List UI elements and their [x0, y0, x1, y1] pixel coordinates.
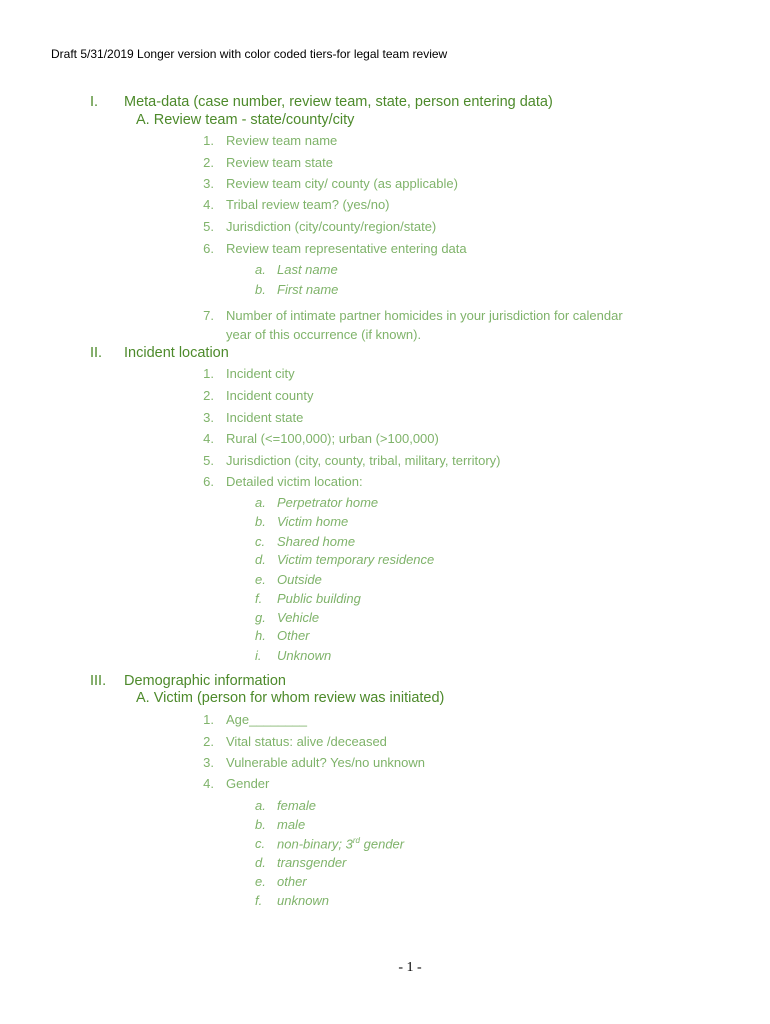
list-item: Review team representative entering data — [226, 241, 467, 256]
option-letter: f. — [255, 591, 263, 606]
ordinal-suffix: rd — [352, 836, 361, 845]
item-number: 6. — [203, 474, 214, 489]
list-item-continuation: year of this occurrence (if known). — [226, 327, 422, 342]
item-number: 3. — [203, 755, 214, 770]
option-item: Perpetrator home — [277, 495, 379, 510]
option-letter: h. — [255, 628, 266, 643]
section-numeral: III. — [90, 673, 107, 689]
section-title: Incident location — [124, 345, 229, 361]
option-text: non-binary; 3 — [277, 836, 353, 852]
option-letter: a. — [255, 495, 266, 510]
list-item: Jurisdiction (city/county/region/state) — [226, 219, 437, 234]
item-number: 5. — [203, 453, 214, 468]
item-number: 5. — [203, 219, 214, 234]
list-item: Detailed victim location: — [226, 474, 363, 489]
subsection-heading: A. Victim (person for whom review was initiated) — [136, 690, 445, 706]
section-title: Meta-data (case number, review team, state, person entering data) — [124, 94, 553, 110]
option-item: Victim home — [277, 514, 349, 529]
option-item: unknown — [277, 893, 330, 908]
option-letter: i. — [255, 648, 262, 663]
section-numeral: II. — [90, 345, 103, 361]
list-item: Review team city/ county (as applicable) — [226, 176, 458, 191]
section-title: Demographic information — [124, 673, 286, 689]
subsection-heading: A. Review team - state/county/city — [136, 112, 355, 128]
option-letter: b. — [255, 282, 266, 297]
option-item: transgender — [277, 855, 347, 870]
item-number: 7. — [203, 308, 214, 323]
item-number: 3. — [203, 176, 214, 191]
list-item: Vulnerable adult? Yes/no unknown — [226, 755, 426, 770]
section-numeral: I. — [90, 94, 99, 110]
item-number: 1. — [203, 366, 214, 381]
item-number: 2. — [203, 734, 214, 749]
option-letter: c. — [255, 534, 266, 549]
option-letter: f. — [255, 893, 263, 908]
option-text-tail: gender — [360, 836, 405, 852]
option-item: female — [277, 798, 317, 813]
list-item: Vital status: alive /deceased — [226, 734, 387, 749]
list-item: Incident city — [226, 366, 295, 381]
list-item: Rural (<=100,000); urban (>100,000) — [226, 431, 439, 446]
list-item: Review team state — [226, 155, 333, 170]
option-letter: e. — [255, 874, 266, 889]
item-number: 2. — [203, 388, 214, 403]
list-item: Number of intimate partner homicides in your jurisdiction for calendar — [226, 308, 623, 323]
list-item: Incident state — [226, 410, 304, 425]
item-number: 3. — [203, 410, 214, 425]
page-number: - 1 - — [398, 960, 422, 975]
item-number: 1. — [203, 133, 214, 148]
list-item: Age________ — [226, 712, 307, 727]
option-item: Unknown — [277, 648, 332, 663]
option-item: male — [277, 817, 306, 832]
option-letter: e. — [255, 572, 266, 587]
option-letter: b. — [255, 817, 266, 832]
option-item: other — [277, 874, 307, 889]
option-item: First name — [277, 282, 339, 297]
option-letter: d. — [255, 855, 266, 870]
option-letter: d. — [255, 552, 266, 567]
option-item: Last name — [277, 262, 338, 277]
option-item: Victim temporary residence — [277, 552, 435, 567]
list-item: Review team name — [226, 133, 338, 148]
option-letter: g. — [255, 610, 266, 625]
item-number: 6. — [203, 241, 214, 256]
option-item: Public building — [277, 591, 361, 606]
option-item: Vehicle — [277, 610, 320, 625]
option-item — [277, 836, 404, 851]
item-number: 4. — [203, 776, 214, 791]
list-item: Incident county — [226, 388, 314, 403]
option-letter: b. — [255, 514, 266, 529]
item-number: 4. — [203, 431, 214, 446]
item-number: 1. — [203, 712, 214, 727]
option-item: Other — [277, 628, 310, 643]
option-letter: a. — [255, 798, 266, 813]
item-number: 4. — [203, 197, 214, 212]
option-letter: a. — [255, 262, 266, 277]
option-item: Outside — [277, 572, 322, 587]
list-item: Tribal review team? (yes/no) — [226, 197, 390, 212]
draft-header: Draft 5/31/2019 Longer version with color coded tiers-for legal team review — [51, 47, 448, 61]
option-letter: c. — [255, 836, 266, 851]
item-number: 2. — [203, 155, 214, 170]
option-item: Shared home — [277, 534, 356, 549]
list-item: Gender — [226, 776, 270, 791]
list-item: Jurisdiction (city, county, tribal, military, territory) — [226, 453, 501, 468]
